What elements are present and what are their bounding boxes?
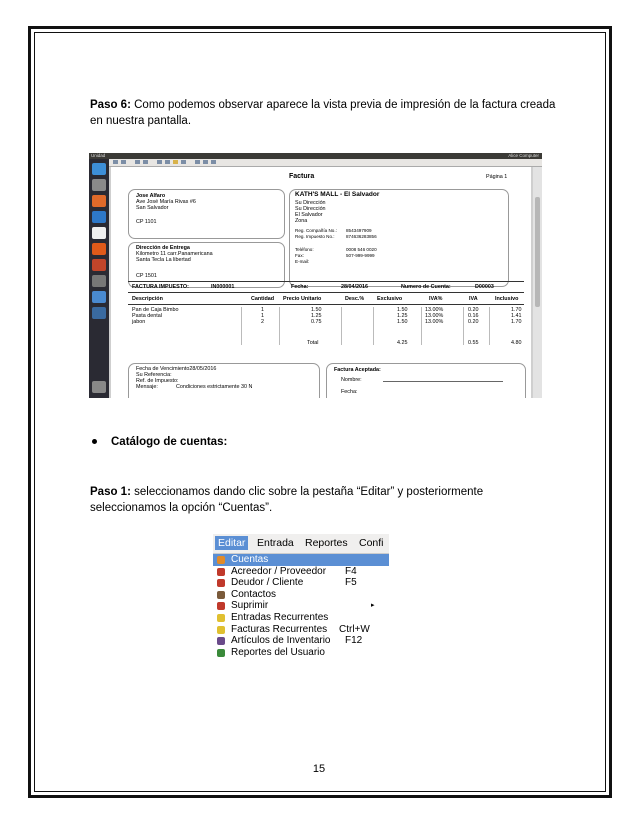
menu-item-contactos[interactable] [213,589,389,601]
print-icon[interactable] [173,160,178,164]
grid-line [241,307,242,345]
tax-label: Reg. Impuesto No.: [295,234,335,239]
fecha-value: 28/04/2016 [341,284,368,290]
row1-ivapct: 13.00% [425,307,444,313]
menu-item-label: Facturas Recurrentes [231,623,328,635]
menu-item-cuentas[interactable] [213,554,389,566]
tax-reference: Ref. de Impuesto: [136,378,179,384]
grid-line [373,307,374,345]
launcher-home-icon[interactable] [92,163,106,175]
delivery-addr1: Kilometro 11 carr.Panamericana [136,251,213,257]
rule-top [128,281,524,282]
bullet-text: Catálogo de cuentas: [111,436,228,448]
export-icon[interactable] [181,160,186,164]
menu-item-label: Acreedor / Proveedor [231,565,327,577]
user-reports-icon [217,649,225,657]
preview-scrollbar[interactable] [533,167,542,398]
inventory-icon [217,637,225,645]
row2-ivapct: 13.00% [425,313,444,319]
row1-price: 1.50 [311,307,322,313]
col-desc: Desc.% [345,296,365,302]
menu-item-label: Cuentas [231,554,269,565]
company-name: KATH'S MALL - El Salvador [295,191,380,198]
row2-incl: 1.41 [511,313,522,319]
row2-desc: Pasta dental [132,313,162,319]
fax-label: Fax: [295,253,304,258]
editar-dropdown [213,554,389,658]
zoom-out-icon[interactable] [165,160,170,164]
col-exclusivo: Exclusivo [377,296,403,302]
su-referencia: Su Referencia: [136,372,172,378]
row1-excl: 1.50 [397,307,408,313]
step1-paragraph [90,484,530,516]
launcher-browser-icon[interactable] [92,195,106,207]
menu-item-label: Contactos [231,588,277,600]
impuesto-value: IN000001 [211,284,235,290]
menu-item-label: Entradas Recurrentes [231,611,329,623]
delete-icon [217,602,225,610]
company-zone: Zona [295,218,308,224]
menu-config[interactable]: Confi [359,537,384,549]
cuenta-value: D00003 [475,284,494,290]
page-number: 15 [312,763,326,775]
total-excl: 4.25 [397,340,408,346]
row3-excl: 1.50 [397,319,408,325]
email-label: E-mail: [295,259,310,264]
col-cantidad: Cantidad [251,296,275,302]
row3-incl: 1.70 [511,319,522,325]
company-dir2: Su Dirección [295,206,326,212]
topbar-title: Unidad [91,153,106,158]
recurring-entries-icon [217,614,225,622]
row2-price: 1.25 [311,313,322,319]
invoice-title: Factura [289,173,315,180]
close-preview-icon[interactable] [211,160,216,164]
customer-addr1: Ave José María Rivas #6 [136,199,196,205]
menu-item-label: Deudor / Cliente [231,577,304,589]
grid-line [463,307,464,345]
company-country: El Salvador [295,212,323,218]
save-icon[interactable] [195,160,200,164]
reg-label: Reg. Compañía No.: [295,228,337,233]
delivery-title: Dirección de Entrega [136,245,190,251]
reg-value: 8543497909 [346,228,372,233]
row2-qty: 1 [261,313,264,319]
launcher-mail-icon[interactable] [92,307,106,319]
customer-addr2: San Salvador [136,205,169,211]
launcher-trash-icon[interactable] [92,381,106,393]
menu-item-deudor[interactable] [213,577,389,589]
row1-qty: 1 [261,307,264,313]
signature-line [383,381,503,382]
delivery-cp: CP 1501 [136,273,157,279]
first-page-icon[interactable] [113,160,118,164]
scroll-thumb[interactable] [535,197,540,307]
grid-line [279,307,280,345]
menu-item-label: Suprimir [231,600,269,612]
col-precio: Precio Unitario [283,296,322,302]
message-label: Mensaje: [136,384,158,390]
zoom-in-icon[interactable] [157,160,162,164]
menu-reportes[interactable]: Reportes [305,537,348,549]
bullet-heading [92,434,227,450]
launcher-software-icon[interactable] [92,243,106,255]
prev-page-icon[interactable] [121,160,126,164]
launcher-app-icon[interactable] [92,291,106,303]
menu-item-shortcut: F4 [345,565,357,577]
cuenta-label: Numero de Cuenta: [401,284,451,290]
customer-name: Jose Alfaro [136,193,166,199]
menu-item-label: Artículos de Inventario [231,635,331,647]
grid-line [489,307,490,345]
row1-incl: 1.70 [511,307,522,313]
row2-excl: 1.25 [397,313,408,319]
invoice-page [111,167,531,398]
due-date: Fecha de Vencimiento28/05/2016 [136,366,217,372]
launcher-writer-icon[interactable] [92,211,106,223]
menu-item-label: Reportes del Usuario [231,646,325,658]
rule-mid [128,292,524,293]
step6-label: Paso 6: [90,99,131,111]
row3-ivapct: 13.00% [425,319,444,325]
menu-item-shortcut: Ctrl+W [339,623,370,635]
grid-line [341,307,342,345]
total-iva: 0.55 [468,340,479,346]
fecha-label: Fecha: [291,284,309,290]
step6-paragraph [90,97,560,129]
launcher-settings-icon[interactable] [92,275,106,287]
menu-item-acreedor[interactable] [213,566,389,578]
topbar-user: Alice Computer [508,153,539,158]
fax-value: 507-999-9999 [346,253,375,258]
menu-editar[interactable]: Editar [215,536,248,550]
menu-bar [213,534,389,554]
row3-price: 0.75 [311,319,322,325]
accepted-title: Factura Aceptada: [334,367,381,373]
menu-item-shortcut: F5 [345,577,357,589]
step1-label: Paso 1: [90,486,131,498]
invoice-preview-screenshot [89,153,542,398]
last-page-icon[interactable] [143,160,148,164]
menu-item-entradas-recurrentes[interactable] [213,612,389,624]
phone-label: Teléfono: [295,247,314,252]
step1-text: seleccionamos dando clic sobre la pestaña “Editar” y posteriormente seleccionamos la opción “Cuentas”. [90,486,484,514]
preview-toolbar [109,159,542,167]
accepted-date: Fecha: [341,389,358,395]
contacts-icon [217,591,225,599]
col-descripcion: Descripción [132,296,163,302]
invoice-page-label: Página 1 [486,174,508,180]
col-iva-pct: IVA% [429,296,443,302]
supplier-icon [217,568,225,576]
row1-iva: 0.20 [468,307,479,313]
row2-iva: 0.16 [468,313,479,319]
customer-icon [217,579,225,587]
app-launcher [89,159,109,398]
message-value: Condiciones estrictamente 30 N [176,384,253,390]
menu-item-shortcut: F12 [345,635,363,647]
step6-text: Como podemos observar aparece la vista previa de impresión de la factura creada en nuestra pantalla. [90,99,556,127]
phone-value: 0008 546 0020 [346,247,377,252]
menu-item-articulos[interactable] [213,635,389,647]
bullet-dot [92,439,97,444]
launcher-amazon-icon[interactable] [92,259,106,271]
delivery-addr2: Santa Tecla La libertad [136,257,191,263]
customer-cp: CP 1101 [136,219,157,225]
company-dir1: Su Dirección [295,200,326,206]
accepted-name: Nombre: [341,377,362,383]
submenu-arrow-icon: ▸ [371,602,375,610]
col-inclusivo: Inclusivo [495,296,519,302]
recurring-invoices-icon [217,626,225,634]
cuentas-icon [217,556,225,564]
row3-iva: 0.20 [468,319,479,325]
rule-header [128,304,524,305]
col-iva: IVA [469,296,478,302]
tax-value: 874636283856 [346,234,377,239]
total-label: Total [307,340,319,346]
grid-line [421,307,422,345]
row3-qty: 2 [261,319,264,325]
row3-desc: jabon [132,319,146,325]
email-icon[interactable] [203,160,208,164]
total-incl: 4.80 [511,340,522,346]
impuesto-label: FACTURA IMPUESTO: [132,284,189,290]
menu-entrada[interactable]: Entrada [257,537,294,549]
menu-item-suprimir[interactable] [213,600,389,612]
next-page-icon[interactable] [135,160,140,164]
menu-item-facturas-recurrentes[interactable] [213,624,389,636]
page-border-inner [34,32,606,792]
row1-desc: Pan de Caja Bimbo [132,307,179,313]
launcher-files-icon[interactable] [92,179,106,191]
menu-item-reportes-usuario[interactable] [213,647,389,659]
editar-menu-screenshot [213,534,389,672]
launcher-calc-icon[interactable] [92,227,106,239]
